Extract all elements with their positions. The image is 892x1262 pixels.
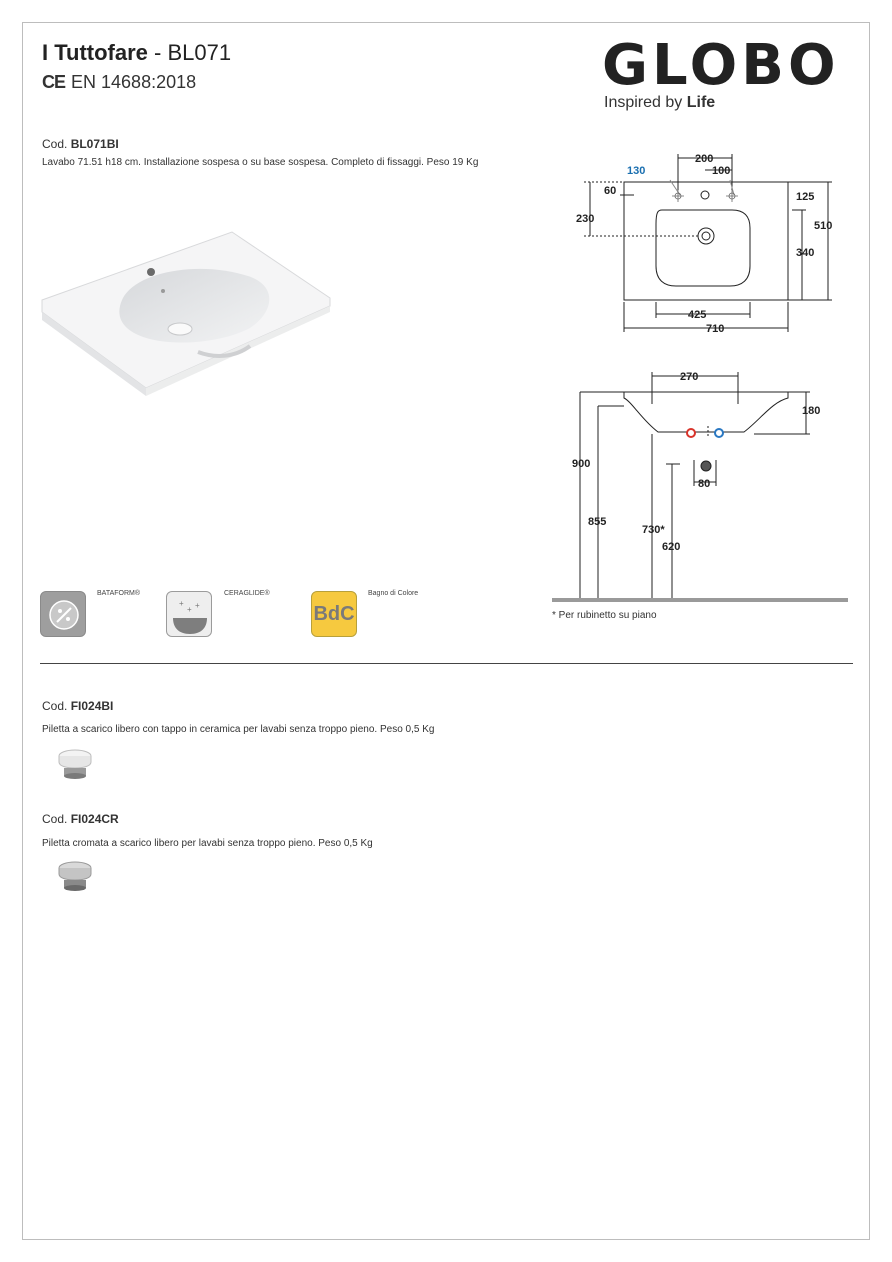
dim-710-text: 710 [706,323,725,335]
dim-510-text: 510 [814,220,833,232]
bdc-icon: BdC [311,591,357,637]
faucet-note: * Per rubinetto su piano [552,610,657,621]
accessory-code: Cod. FI024CR [42,812,119,826]
feature-bataform-label: BATAFORM® [97,590,141,597]
side-view-drawing [548,364,854,604]
ceraglide-icon [166,591,212,637]
ce-mark-icon: CE [42,72,66,92]
product-code: Cod. BL071BI [42,137,119,151]
feature-ceraglide-label: CERAGLIDE® [224,590,270,597]
bataform-icon [40,591,86,637]
dim-60-text: 60 [604,185,617,197]
dim-855-text: 855 [588,516,607,528]
accessory-description: Piletta cromata a scarico libero per lavabi senza troppo pieno. Peso 0,5 Kg [42,838,373,849]
dim-200-text: 200 [695,153,714,165]
top-view-drawing [570,150,870,340]
chrome-drain-image [56,860,94,892]
dim-125-text: 125 [796,191,815,203]
certification: CE EN 14688:2018 [42,72,197,92]
dim-80-text: 80 [698,478,711,490]
dim-340-text: 340 [796,247,815,259]
accessory-code: Cod. FI024BI [42,699,114,713]
basin-render-image [38,228,334,396]
dim-270-text: 270 [680,371,699,383]
dim-900-text: 900 [572,458,591,470]
svg-text:+: + [179,599,184,608]
ceramic-drain-image [56,748,94,780]
brand-tagline: Inspired by Life [604,94,716,111]
brand-logo: GLOBO [602,33,840,98]
dim-230-text: 230 [576,213,595,225]
dim-180-text: 180 [802,405,821,417]
product-description: Lavabo 71.51 h18 cm. Installazione sospesa o su base sospesa. Completo di fissaggi. Peso 19 Kg [42,157,479,168]
section-divider [40,663,853,664]
dim-730-text: 730* [642,524,665,536]
dim-620-text: 620 [662,541,681,553]
dim-425-text: 425 [688,309,707,321]
page-title: I Tuttofare - BL071 [42,40,232,65]
svg-text:+: + [195,601,200,610]
svg-text:+: + [187,605,192,614]
dim-130-text: 130 [627,165,646,177]
feature-bdc-label: Bagno di Colore [368,590,419,597]
dim-100-text: 100 [712,165,731,177]
accessory-description: Piletta a scarico libero con tappo in ceramica per lavabi senza troppo pieno. Peso 0,5 Kg [42,724,435,735]
